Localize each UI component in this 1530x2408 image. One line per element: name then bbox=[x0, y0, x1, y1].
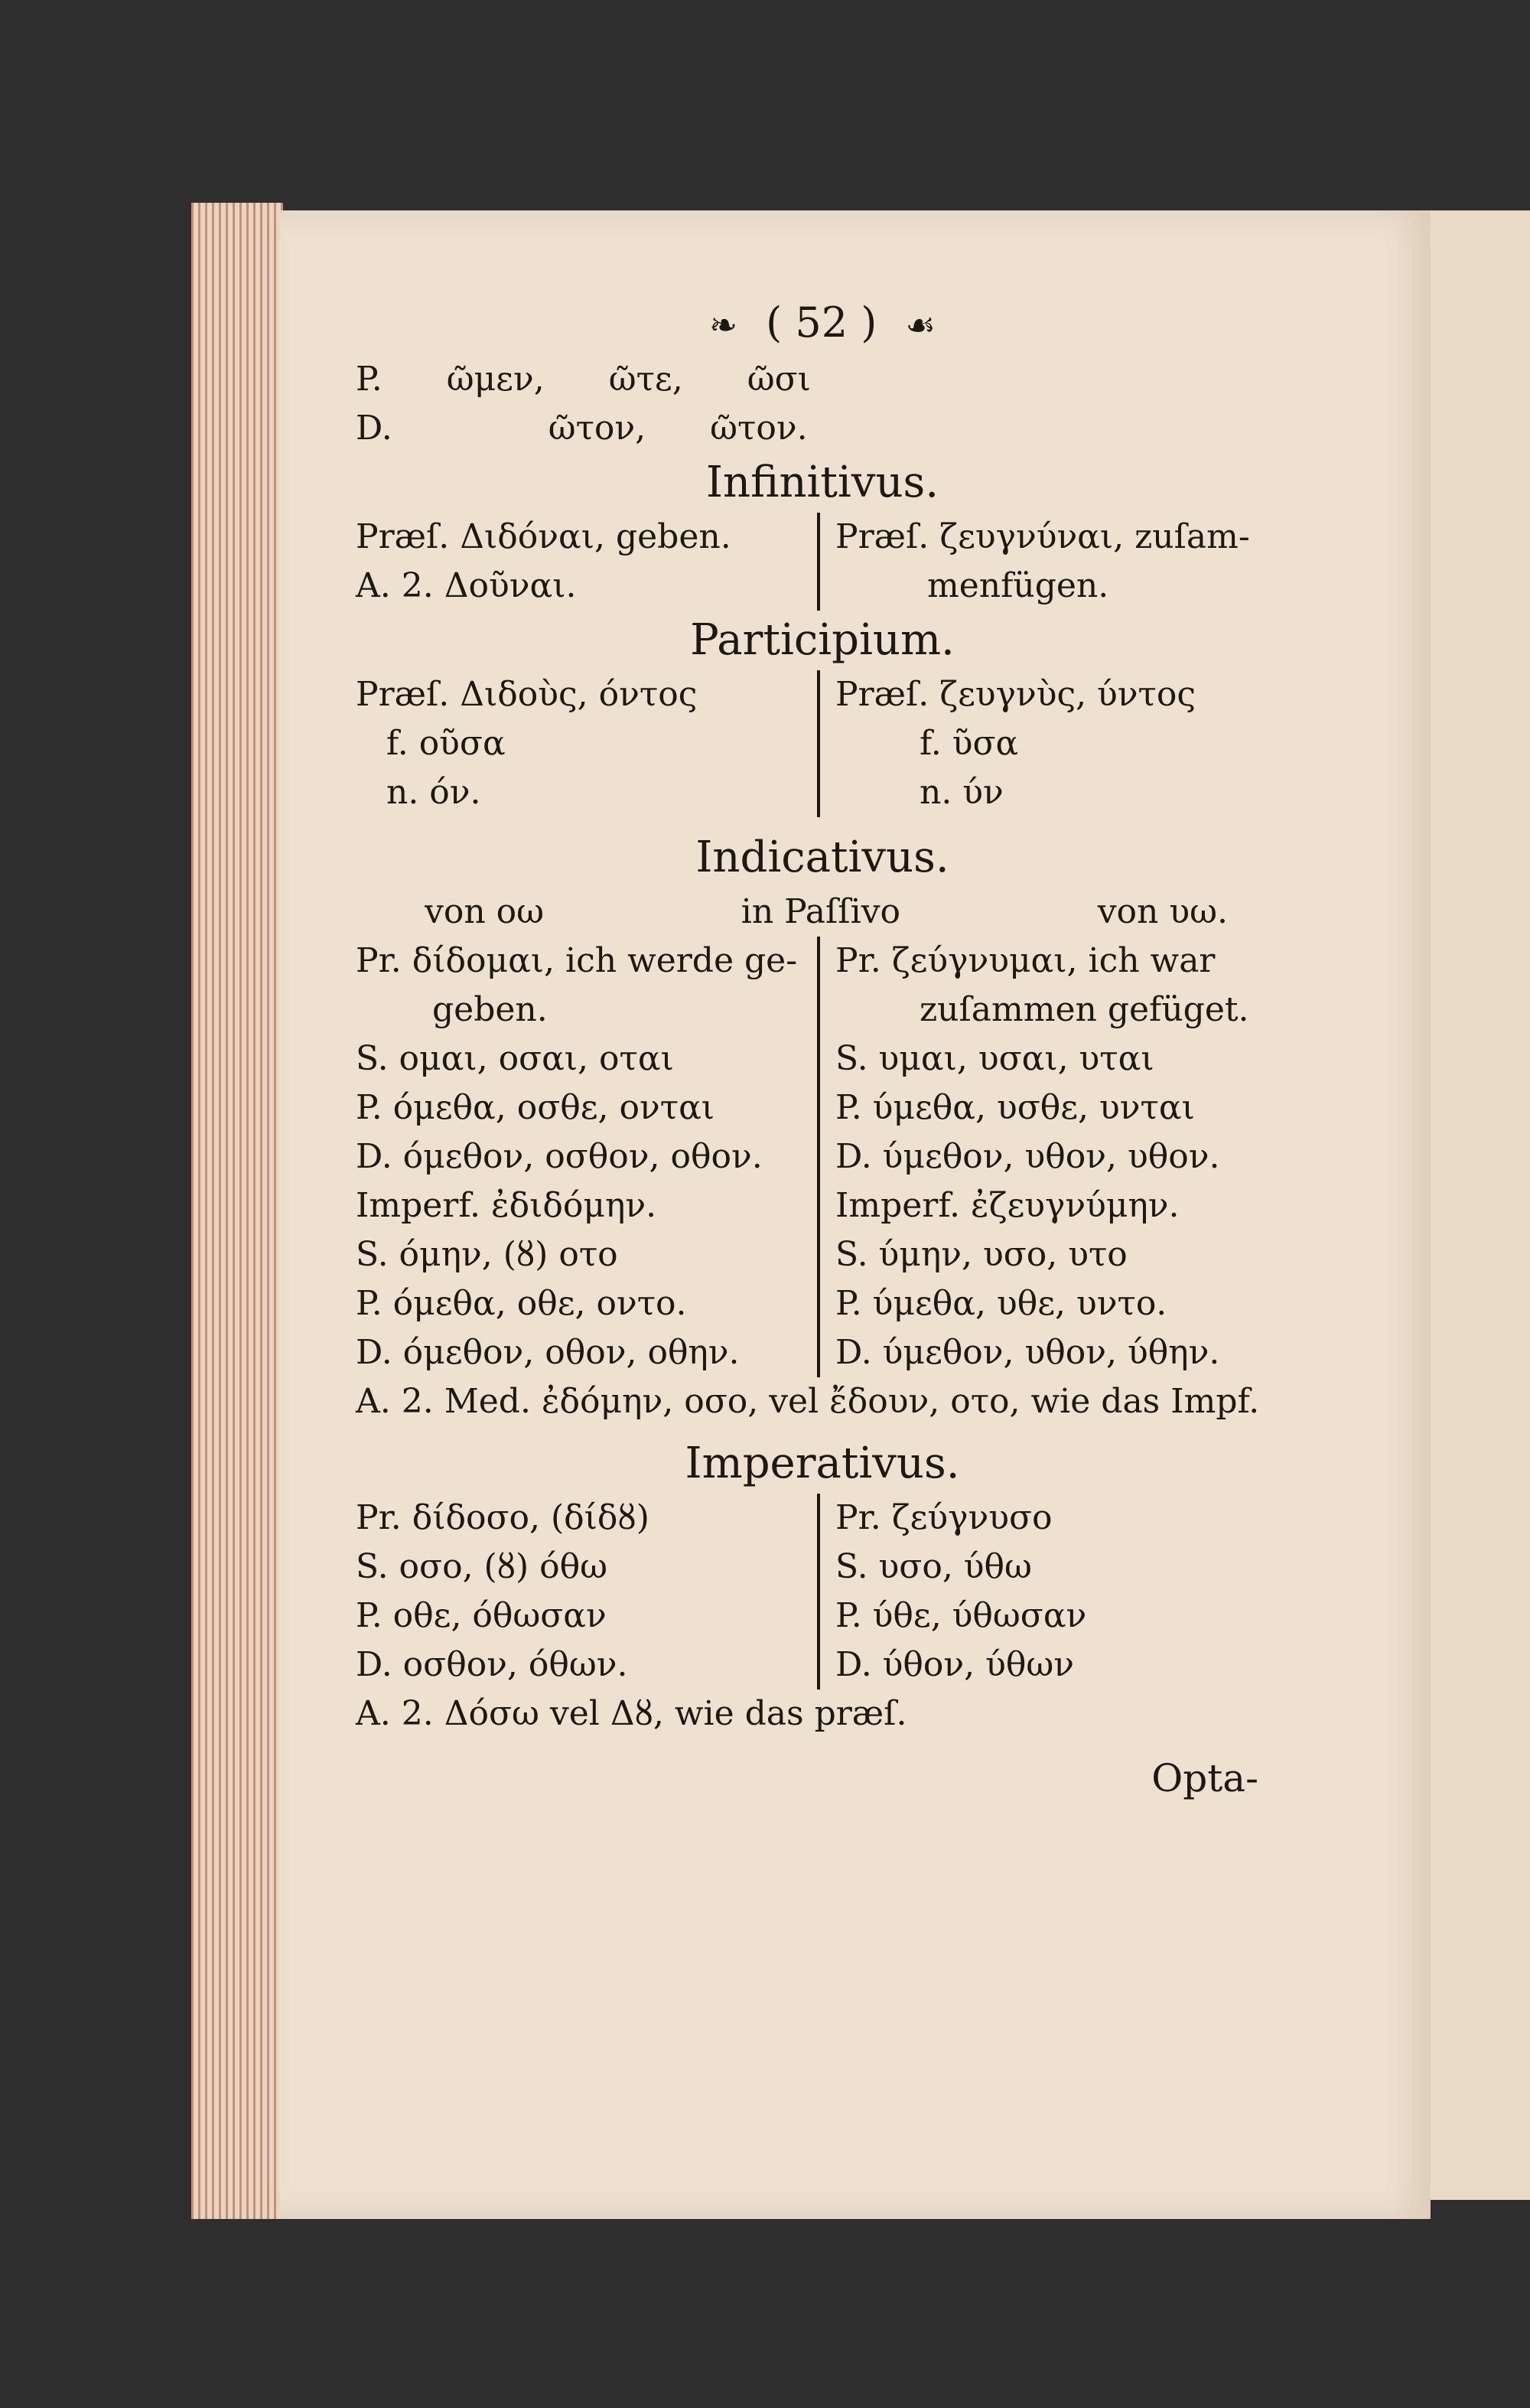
line: D. όμεθον, οσθον, οθον. bbox=[356, 1137, 763, 1176]
subhead-right: von υω. bbox=[1097, 892, 1228, 931]
line: S. ύμην, υσο, υτο bbox=[835, 1235, 1128, 1274]
left-ornament-icon: ❧ bbox=[709, 306, 737, 345]
page-number: ( 52 ) bbox=[766, 298, 877, 347]
line: S. οσο, (ȣ) όθω bbox=[356, 1547, 608, 1586]
line: P. ύμεθα, υσθε, υνται bbox=[835, 1088, 1195, 1127]
line: S. ομαι, οσαι, οται bbox=[356, 1039, 674, 1078]
line: f. ῦσα bbox=[920, 724, 1019, 763]
line: zuſammen gefüget. bbox=[920, 990, 1249, 1029]
line: A. 2. Δοῦναι. bbox=[356, 566, 577, 605]
form: ῶτε, bbox=[608, 360, 683, 399]
line: Pr. ζεύγνυσο bbox=[835, 1498, 1053, 1537]
section-heading-infinitivus: Infinitivus. bbox=[705, 458, 939, 507]
right-ornament-icon: ☙ bbox=[905, 306, 936, 345]
line: D. ύθον, ύθων bbox=[835, 1645, 1074, 1684]
line: S. υμαι, υσαι, υται bbox=[835, 1039, 1154, 1078]
line: D. οσθον, όθων. bbox=[356, 1645, 628, 1684]
line: n. ύν bbox=[920, 773, 1004, 812]
top-line-dual bbox=[356, 404, 1289, 453]
form: ῶμεν, bbox=[446, 360, 545, 399]
line: P. όμεθα, οθε, οντο. bbox=[356, 1284, 687, 1323]
book-page-edges bbox=[191, 203, 283, 2219]
section-heading-imperativus: Imperativus. bbox=[685, 1439, 960, 1488]
line: P. ύθε, ύθωσαν bbox=[835, 1596, 1087, 1635]
form: ῶτον. bbox=[710, 409, 808, 448]
line: P. όμεθα, οσθε, ονται bbox=[356, 1088, 715, 1127]
line: Pr. δίδοσο, (δίδȣ) bbox=[356, 1498, 649, 1537]
aorist-line-indicativus: A. 2. Med. ἐδόμην, οσο, vel ἔδουν, οτο, wie das Impf. bbox=[356, 1382, 1260, 1421]
indicativus-subhead bbox=[425, 888, 1228, 937]
section-heading-participium: Participium. bbox=[690, 615, 955, 665]
line: Pr. δίδομαι, ich werde ge- bbox=[356, 941, 798, 980]
line: Præſ. ζευγνὺς, ύντος bbox=[835, 675, 1196, 714]
aorist-line-imperativus: A. 2. Δόσω vel Δȣ, wie das præſ. bbox=[356, 1694, 907, 1733]
section-heading-indicativus: Indicativus. bbox=[695, 833, 949, 882]
line: Imperf. ἐζευγνύμην. bbox=[835, 1186, 1180, 1225]
line: Imperf. ἐδιδόμην. bbox=[356, 1186, 657, 1225]
line: geben. bbox=[432, 990, 548, 1029]
number-label: P. bbox=[356, 360, 382, 399]
line: n. όν. bbox=[386, 773, 481, 812]
line: Præſ. Διδοὺς, όντος bbox=[356, 675, 698, 714]
page-content bbox=[356, 298, 1289, 1803]
subhead-left: von οω bbox=[425, 892, 545, 931]
line: P. ύμεθα, υθε, υντο. bbox=[835, 1284, 1167, 1323]
participium-table bbox=[356, 670, 1289, 817]
line: menfügen. bbox=[927, 566, 1109, 605]
line: S. όμην, (ȣ) οτο bbox=[356, 1235, 618, 1274]
line: f. οῦσα bbox=[386, 724, 506, 763]
line: S. υσο, ύθω bbox=[835, 1547, 1032, 1586]
line: D. ύμεθον, υθον, υθον. bbox=[835, 1137, 1220, 1176]
facing-page-edge bbox=[1427, 210, 1530, 2200]
form: ῶτον, bbox=[548, 409, 646, 448]
form: ῶσι bbox=[747, 360, 811, 399]
book-page bbox=[279, 210, 1431, 2219]
line: P. οθε, όθωσαν bbox=[356, 1596, 607, 1635]
infinitivus-table bbox=[356, 513, 1289, 611]
indicativus-table bbox=[356, 937, 1289, 1377]
running-head bbox=[356, 298, 1289, 350]
imperativus-table bbox=[356, 1494, 1289, 1690]
line: Præſ. ζευγνύναι, zuſam- bbox=[835, 517, 1250, 556]
line: D. όμεθον, οθον, οθην. bbox=[356, 1333, 740, 1372]
line: Pr. ζεύγνυμαι, ich war bbox=[835, 941, 1216, 980]
line: D. ύμεθον, υθον, ύθην. bbox=[835, 1333, 1220, 1372]
number-label: D. bbox=[356, 409, 392, 448]
top-line-plural bbox=[356, 355, 1289, 404]
subhead-center: in Paſſivo bbox=[741, 892, 900, 931]
catchword: Opta- bbox=[1151, 1756, 1258, 1800]
line: Præſ. Διδόναι, geben. bbox=[356, 517, 731, 556]
